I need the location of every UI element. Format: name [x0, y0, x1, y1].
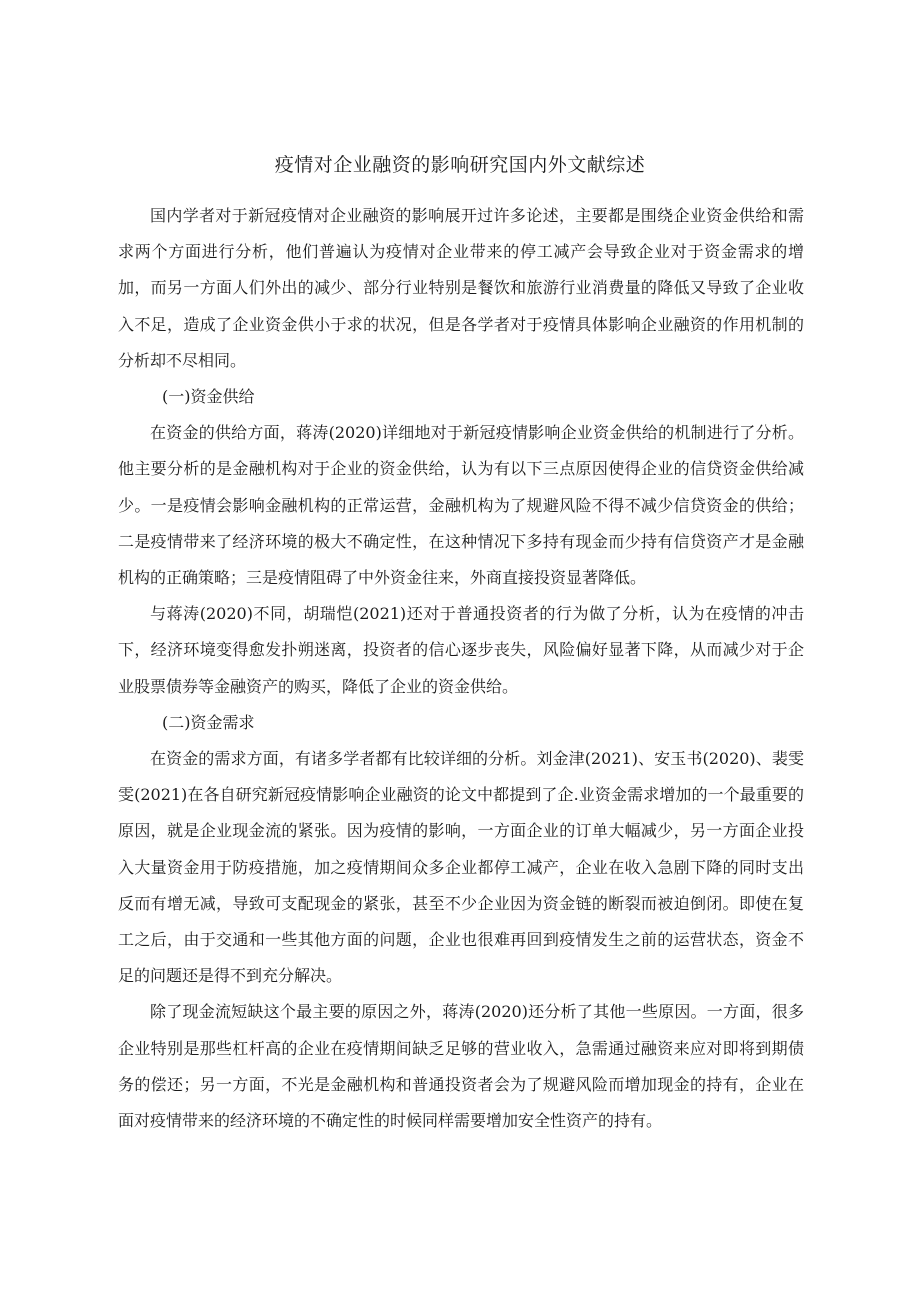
section-heading-supply: (一)资金供给: [162, 387, 255, 407]
supply-paragraph-2: 与蒋涛(2020)不同，胡瑞恺(2021)还对于普通投资者的行为做了分析，认为在疫情的冲击下，经济环境变得愈发扑朔迷离，投资者的信心逐步丧失，风险偏好显著下降，从而减少对于企业股票债券等金融资产的购买，降低了企业的资金供给。: [118, 604, 804, 696]
demand-paragraph-1: 在资金的需求方面，有诸多学者都有比较详细的分析。刘金津(2021)、安玉书(2020)、裴雯雯(2021)在各自研究新冠疫情影响企业融资的论文中都提到了企.业资金需求增加的一个最重要的原因，就是企业现金流的紧张。因为疫情的影响，一方面企业的订单大幅减少，另一方面企业投入大量资金用于防疫措施，加之疫情期间众多企业都停工减产，企业在收入急剧下降的同时支出反而有增无减，导致可支配现金的紧张，甚至不少企业因为资金链的断裂而被迫倒闭。即使在复工之后，由于交通和一些其他方面的问题，企业也很难再回到疫情发生之前的运营状态，资金不足的问题还是得不到充分解决。: [118, 749, 804, 986]
supply-paragraph-1: 在资金的供给方面，蒋涛(2020)详细地对于新冠疫情影响企业资金供给的机制进行了分析。他主要分析的是金融机构对于企业的资金供给，认为有以下三点原因使得企业的信贷资金供给减少。一是疫情会影响金融机构的正常运营，金融机构为了规避风险不得不减少信贷资金的供给；二是疫情带来了经济环境的极大不确定性，在这种情况下多持有现金而少持有信贷资产才是金融机构的正确策略；三是疫情阻碍了中外资金往来，外商直接投资显著降低。: [118, 423, 804, 588]
section-heading-demand: (二)资金需求: [162, 712, 255, 732]
demand-paragraph-2: 除了现金流短缺这个最主要的原因之外，蒋涛(2020)还分析了其他一些原因。一方面，很多企业特别是那些杠杆高的企业在疫情期间缺乏足够的营业收入，急需通过融资来应对即将到期债务的偿还；另一方面，不光是金融机构和普通投资者会为了规避风险而增加现金的持有，企业在面对疫情带来的经济环境的不确定性的时候同样需要增加安全性资产的持有。: [118, 1002, 804, 1131]
intro-paragraph: 国内学者对于新冠疫情对企业融资的影响展开过许多论述，主要都是围绕企业资金供给和需求两个方面进行分析，他们普遍认为疫情对企业带来的停工减产会导致企业对于资金需求的增加，而另一方面人们外出的减少、部分行业特别是餐饮和旅游行业消费量的降低又导致了企业收入不足，造成了企业资金供小于求的状况，但是各学者对于疫情具体影响企业融资的作用机制的分析却不尽相同。: [118, 206, 804, 370]
document-title: 疫情对企业融资的影响研究国内外文献综述: [274, 154, 646, 176]
document-body: [118, 198, 804, 1139]
